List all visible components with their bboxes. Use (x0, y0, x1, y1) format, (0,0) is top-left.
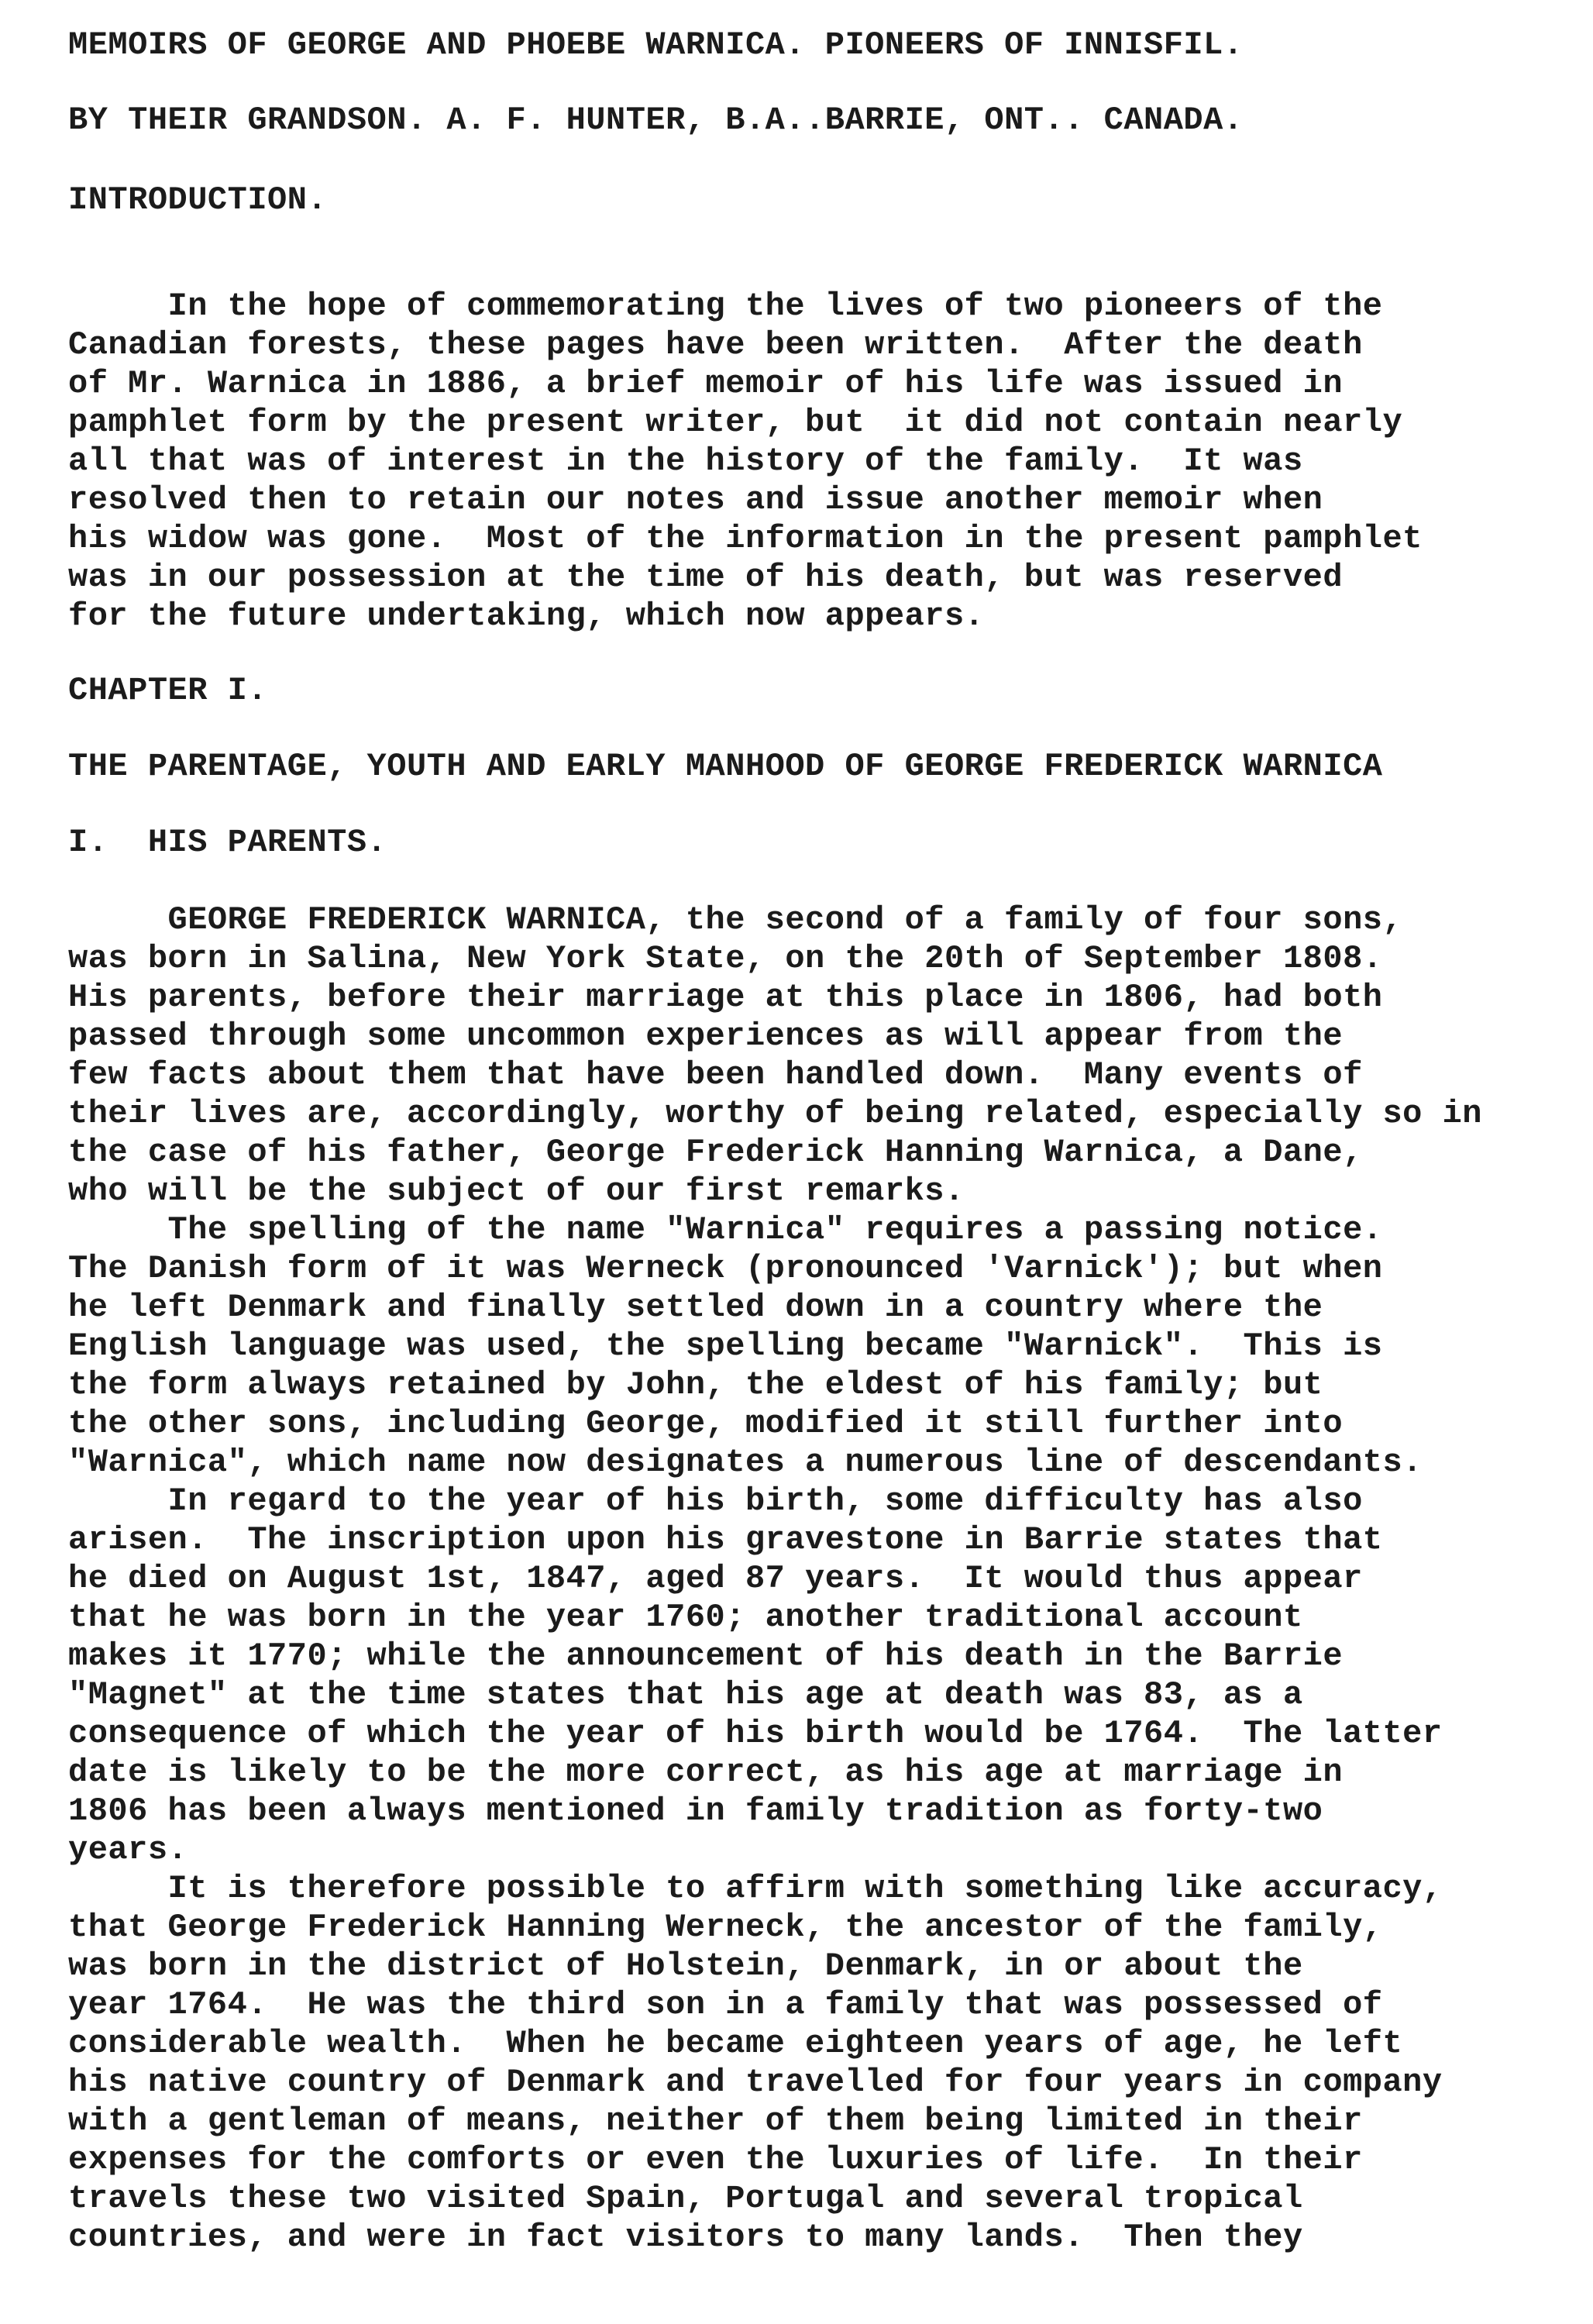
text-line: of Mr. Warnica in 1886, a brief memoir of his life was issued in (68, 365, 1344, 402)
text-line: In regard to the year of his birth, some difficulty has also (68, 1482, 1363, 1520)
text-line: year 1764. He was the third son in a family that was possessed of (68, 1986, 1383, 2023)
text-line: Canadian forests, these pages have been written. After the death (68, 326, 1363, 363)
text-line: the other sons, including George, modified it still further into (68, 1405, 1344, 1442)
text-line: pamphlet form by the present writer, but it did not contain nearly (68, 404, 1403, 441)
text-line: his native country of Denmark and travelled for four years in company (68, 2064, 1443, 2101)
text-line: all that was of interest in the history of the family. It was (68, 442, 1303, 480)
text-line: It is therefore possible to affirm with something like accuracy, (68, 1870, 1443, 1907)
text-line: that he was born in the year 1760; another traditional account (68, 1599, 1303, 1636)
text-line: resolved then to retain our notes and issue another memoir when (68, 481, 1323, 518)
text-line: he died on August 1st, 1847, aged 87 years. It would thus appear (68, 1560, 1363, 1597)
text-line: was born in Salina, New York State, on the 20th of September 1808. (68, 940, 1383, 977)
text-line: In the hope of commemorating the lives of two pioneers of the (68, 287, 1383, 325)
text-line: few facts about them that have been handled down. Many events of (68, 1056, 1363, 1093)
text-line: makes it 1770; while the announcement of his death in the Barrie (68, 1637, 1344, 1675)
text-line: was in our possession at the time of his death, but was reserved (68, 559, 1344, 596)
text-line: was born in the district of Holstein, Denmark, in or about the (68, 1947, 1303, 1985)
document-title: MEMOIRS OF GEORGE AND PHOEBE WARNICA. PIONEERS OF INNISFIL. (68, 26, 1244, 64)
text-line: countries, and were in fact visitors to many lands. Then they (68, 2219, 1303, 2256)
text-line: arisen. The inscription upon his gravestone in Barrie states that (68, 1521, 1383, 1558)
paragraph (68, 1482, 1482, 1869)
paragraph (68, 1869, 1482, 2257)
text-line: considerable wealth. When he became eighteen years of age, he left (68, 2025, 1403, 2062)
text-line: their lives are, accordingly, worthy of being related, especially so in (68, 1095, 1482, 1132)
text-line: for the future undertaking, which now appears. (68, 597, 985, 635)
text-line: who will be the subject of our first remarks. (68, 1172, 965, 1210)
text-line: travels these two visited Spain, Portugal and several tropical (68, 2180, 1303, 2217)
introduction-paragraph (68, 287, 1423, 635)
text-line: the form always retained by John, the eldest of his family; but (68, 1366, 1323, 1403)
chapter-title: THE PARENTAGE, YOUTH AND EARLY MANHOOD OF GEORGE FREDERICK WARNICA (68, 748, 1383, 785)
chapter-body (68, 900, 1482, 2257)
text-line: the case of his father, George Frederick Hanning Warnica, a Dane, (68, 1134, 1363, 1171)
introduction-heading: INTRODUCTION. (68, 181, 328, 219)
text-line: that George Frederick Hanning Werneck, the ancestor of the family, (68, 1909, 1383, 1946)
section-heading: I. HIS PARENTS. (68, 824, 387, 861)
text-line: he left Denmark and finally settled down in a country where the (68, 1289, 1323, 1326)
text-line: 1806 has been always mentioned in family tradition as forty-two (68, 1792, 1323, 1830)
text-line: The spelling of the name "Warnica" requires a passing notice. (68, 1211, 1383, 1248)
text-line: "Warnica", which name now designates a numerous line of descendants. (68, 1444, 1423, 1481)
text-line: date is likely to be the more correct, as his age at marriage in (68, 1754, 1344, 1791)
paragraph (68, 900, 1482, 1210)
text-line: his widow was gone. Most of the information in the present pamphlet (68, 520, 1423, 557)
text-line: GEORGE FREDERICK WARNICA, the second of a family of four sons, (68, 901, 1403, 938)
text-line: consequence of which the year of his birth would be 1764. The latter (68, 1715, 1443, 1752)
text-line: The Danish form of it was Werneck (pronounced 'Varnick'); but when (68, 1250, 1383, 1287)
text-line: English language was used, the spelling became "Warnick". This is (68, 1327, 1383, 1365)
text-line: "Magnet" at the time states that his age at death was 83, as a (68, 1676, 1303, 1713)
text-line: expenses for the comforts or even the luxuries of life. In their (68, 2141, 1363, 2178)
chapter-heading: CHAPTER I. (68, 672, 268, 709)
text-line: passed through some uncommon experiences as will appear from the (68, 1017, 1344, 1055)
paragraph (68, 1210, 1482, 1482)
text-line: His parents, before their marriage at this place in 1806, had both (68, 979, 1383, 1016)
text-line: with a gentleman of means, neither of them being limited in their (68, 2102, 1363, 2140)
byline: BY THEIR GRANDSON. A. F. HUNTER, B.A..BARRIE, ONT.. CANADA. (68, 102, 1244, 139)
text-line: years. (68, 1831, 188, 1868)
